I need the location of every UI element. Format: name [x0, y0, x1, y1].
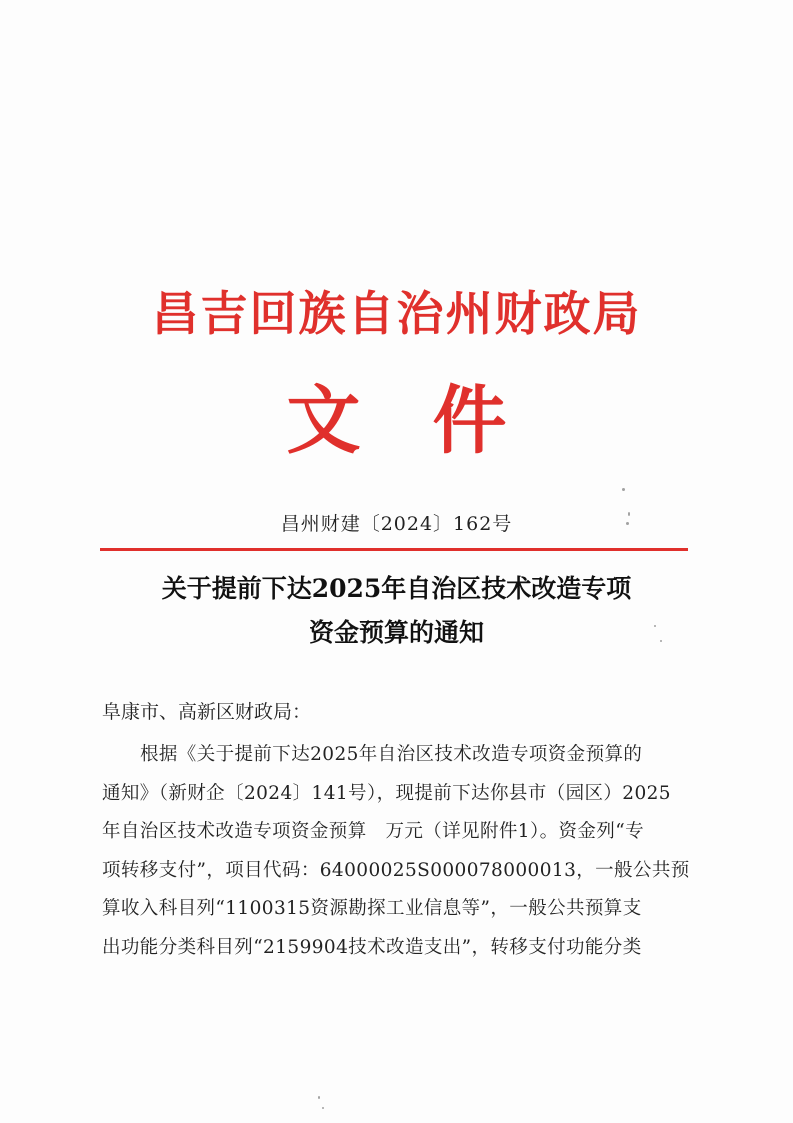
document-title [0, 567, 793, 655]
body-line-5: 算收入科目列“1100315资源勘探工业信息等”，一般公共预算支 [102, 898, 642, 919]
scan-speck [654, 625, 656, 627]
issuer-heading: 昌吉回族自治州财政局 [151, 287, 642, 342]
scan-speck [660, 640, 662, 642]
body-paragraph [102, 736, 692, 967]
document-type-heading: 文件 [286, 378, 579, 464]
body-line-3: 年自治区技术改造专项资金预算 万元（详见附件1）。资金列“专 [102, 821, 644, 842]
salutation: 阜康市、高新区财政局： [102, 701, 312, 723]
scan-speck [626, 522, 629, 525]
body-line-4: 项转移支付”，项目代码：64000025S000078000013，一般公共预 [102, 859, 690, 881]
body-line-6: 出功能分类科目列“2159904技术改造支出”，转移支付功能分类 [102, 936, 642, 958]
scan-speck [322, 1107, 324, 1109]
body-line-1: 根据《关于提前下达2025年自治区技术改造专项资金预算的 [140, 744, 643, 765]
document-number: 昌州财建〔2024〕162号 [280, 513, 513, 535]
title-line-1: 关于提前下达2025年自治区技术改造专项 [161, 574, 632, 603]
red-divider-line [100, 548, 688, 551]
title-line-2: 资金预算的通知 [308, 618, 484, 647]
scan-speck [318, 1096, 320, 1099]
scan-speck [622, 488, 625, 491]
body-line-2: 通知》（新财企〔2024〕141号），现提前下达你县市（园区）2025 [102, 782, 671, 804]
scan-speck [628, 512, 630, 516]
